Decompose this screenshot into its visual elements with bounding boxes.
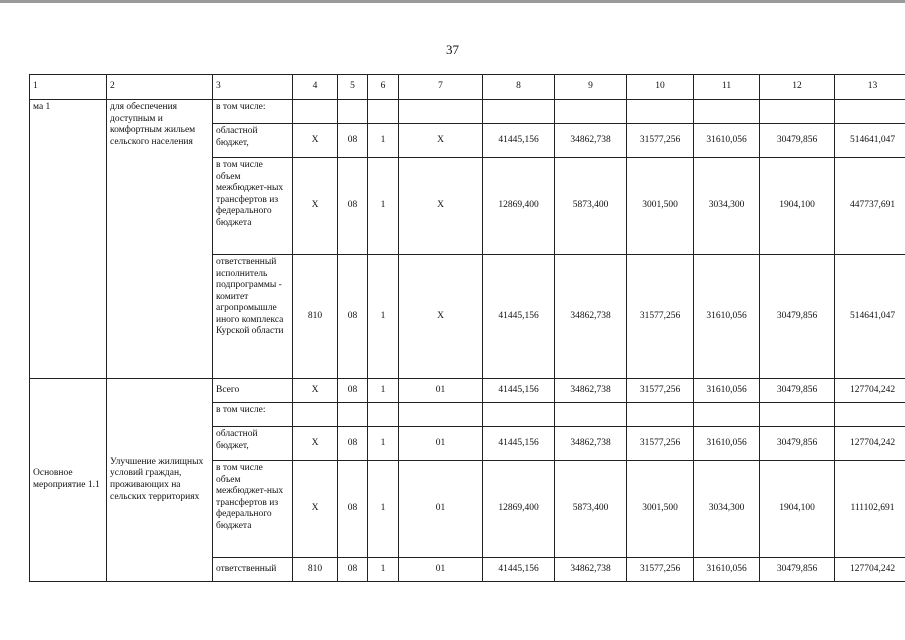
value-cell: 3001,500 [627, 461, 694, 558]
value-cell: 1 [368, 427, 399, 461]
program-description-cell: для обеспечения доступным и комфортным жильем сельского населения [107, 100, 213, 379]
header-cell: 13 [835, 75, 905, 100]
value-cell [368, 100, 399, 124]
value-cell: 08 [338, 158, 368, 255]
value-cell [338, 100, 368, 124]
row-label: ответственный [213, 558, 293, 582]
value-cell: 01 [399, 379, 483, 403]
row-label: ответственный исполнитель подпрограммы - комитет агропромышле иного комплекса Курской области [213, 255, 293, 379]
value-cell: 127704,242 [835, 379, 905, 403]
value-cell [483, 100, 555, 124]
row-label: в том числе объем межбюджет-ных трансфертов из федерального бюджета [213, 461, 293, 558]
value-cell: 31577,256 [627, 427, 694, 461]
value-cell: 3034,300 [694, 158, 760, 255]
value-cell: 31610,056 [694, 379, 760, 403]
value-cell: 01 [399, 461, 483, 558]
header-cell: 2 [107, 75, 213, 100]
value-cell: 41445,156 [483, 379, 555, 403]
header-cell: 4 [293, 75, 338, 100]
value-cell: 34862,738 [555, 255, 627, 379]
value-cell: 31577,256 [627, 255, 694, 379]
table-row [30, 100, 905, 124]
value-cell: 08 [338, 255, 368, 379]
page-number: 37 [446, 42, 459, 57]
row-label: Всего [213, 379, 293, 403]
header-cell: 7 [399, 75, 483, 100]
value-cell [368, 403, 399, 427]
value-cell: 41445,156 [483, 558, 555, 582]
value-cell: Х [399, 124, 483, 158]
value-cell: 34862,738 [555, 558, 627, 582]
value-cell: 08 [338, 379, 368, 403]
value-cell: 34862,738 [555, 379, 627, 403]
activity-description-cell: Улучшение жилищных условий граждан, проживающих на сельских территориях [107, 379, 213, 582]
value-cell: 41445,156 [483, 427, 555, 461]
value-cell: 127704,242 [835, 427, 905, 461]
value-cell: 01 [399, 558, 483, 582]
value-cell [293, 403, 338, 427]
value-cell: 514641,047 [835, 255, 905, 379]
value-cell: Х [293, 158, 338, 255]
value-cell: 12869,400 [483, 461, 555, 558]
value-cell: 1 [368, 379, 399, 403]
value-cell [835, 403, 905, 427]
value-cell: Х [293, 427, 338, 461]
header-cell: 11 [694, 75, 760, 100]
value-cell: 30479,856 [760, 558, 835, 582]
value-cell [483, 403, 555, 427]
value-cell: 08 [338, 558, 368, 582]
value-cell: 1904,100 [760, 158, 835, 255]
value-cell: 41445,156 [483, 255, 555, 379]
value-cell [760, 403, 835, 427]
value-cell: 5873,400 [555, 158, 627, 255]
value-cell [694, 100, 760, 124]
value-cell: 127704,242 [835, 558, 905, 582]
value-cell: 447737,691 [835, 158, 905, 255]
row-label: областной бюджет, [213, 124, 293, 158]
value-cell: 34862,738 [555, 124, 627, 158]
value-cell: 3001,500 [627, 158, 694, 255]
header-cell: 12 [760, 75, 835, 100]
activity-cell: Основное мероприятие 1.1 [30, 379, 107, 582]
value-cell: 34862,738 [555, 427, 627, 461]
row-label: в том числе: [213, 403, 293, 427]
value-cell: Х [293, 124, 338, 158]
value-cell: 30479,856 [760, 124, 835, 158]
value-cell: 31577,256 [627, 379, 694, 403]
value-cell: 1904,100 [760, 461, 835, 558]
value-cell: 111102,691 [835, 461, 905, 558]
value-cell [338, 403, 368, 427]
value-cell: 1 [368, 255, 399, 379]
value-cell: Х [399, 255, 483, 379]
header-row [30, 75, 905, 100]
row-label: в том числе объем межбюджет-ных трансфертов из федерального бюджета [213, 158, 293, 255]
value-cell: 01 [399, 427, 483, 461]
value-cell: 514641,047 [835, 124, 905, 158]
value-cell: 31577,256 [627, 124, 694, 158]
value-cell [627, 100, 694, 124]
value-cell: 08 [338, 461, 368, 558]
value-cell: 31610,056 [694, 558, 760, 582]
header-cell: 8 [483, 75, 555, 100]
value-cell: 30479,856 [760, 379, 835, 403]
value-cell: Х [399, 158, 483, 255]
value-cell: 08 [338, 427, 368, 461]
budget-table [29, 74, 905, 582]
value-cell: 1 [368, 558, 399, 582]
header-cell: 5 [338, 75, 368, 100]
value-cell: Х [293, 379, 338, 403]
header-cell: 10 [627, 75, 694, 100]
value-cell [835, 100, 905, 124]
value-cell: 810 [293, 558, 338, 582]
header-cell: 9 [555, 75, 627, 100]
value-cell: 1 [368, 461, 399, 558]
value-cell [555, 403, 627, 427]
value-cell: 31610,056 [694, 255, 760, 379]
value-cell: 31610,056 [694, 124, 760, 158]
value-cell: 41445,156 [483, 124, 555, 158]
value-cell: 1 [368, 158, 399, 255]
value-cell [760, 100, 835, 124]
value-cell: 31610,056 [694, 427, 760, 461]
table-row [30, 379, 905, 403]
value-cell: 30479,856 [760, 427, 835, 461]
value-cell [555, 100, 627, 124]
value-cell [399, 100, 483, 124]
header-cell: 1 [30, 75, 107, 100]
value-cell: 30479,856 [760, 255, 835, 379]
value-cell: 3034,300 [694, 461, 760, 558]
header-cell: 6 [368, 75, 399, 100]
value-cell [694, 403, 760, 427]
value-cell: 12869,400 [483, 158, 555, 255]
value-cell: 1 [368, 124, 399, 158]
row-label: областной бюджет, [213, 427, 293, 461]
value-cell: 810 [293, 255, 338, 379]
value-cell: 08 [338, 124, 368, 158]
header-cell: 3 [213, 75, 293, 100]
value-cell: Х [293, 461, 338, 558]
row-label: в том числе: [213, 100, 293, 124]
value-cell [399, 403, 483, 427]
value-cell: 5873,400 [555, 461, 627, 558]
page-top-edge [0, 0, 905, 3]
value-cell [293, 100, 338, 124]
program-cell: ма 1 [30, 100, 107, 379]
value-cell [627, 403, 694, 427]
value-cell: 31577,256 [627, 558, 694, 582]
